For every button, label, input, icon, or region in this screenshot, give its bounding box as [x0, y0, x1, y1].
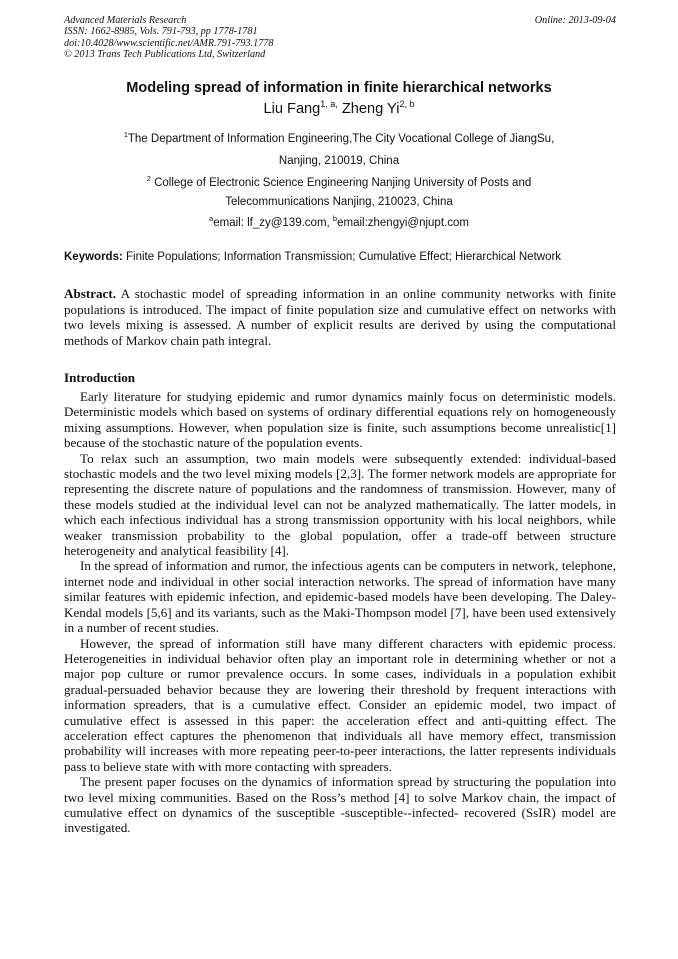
email-superscript: b	[332, 214, 338, 223]
affiliation-superscript: 2	[146, 174, 151, 183]
affiliation-superscript: 1	[123, 130, 128, 139]
affiliation-2-line-1	[0, 174, 678, 189]
journal-header	[64, 15, 616, 60]
keywords-label: Keywords:	[64, 251, 123, 263]
section-heading: Introduction	[64, 370, 136, 385]
author-name: Liu Fang	[263, 101, 321, 117]
author-name: Zheng Yi	[337, 101, 400, 117]
journal-name: Advanced Materials Research	[64, 15, 187, 26]
keywords-text: Finite Populations; Information Transmission; Cumulative Effect; Hierarchical Network	[122, 251, 562, 263]
affiliation-text: The Department of Information Engineering,The City Vocational College of JiangSu,	[127, 133, 555, 145]
journal-doi: doi:10.4028/www.scientific.net/AMR.791-793.1778	[64, 37, 274, 49]
paragraph: To relax such an assumption, two main models were subsequently extended: individual-based stochastic models and the two level mixing models [2,3]. The former network models are appropriate for representing the discrete nature of populations and the randomness of transmission. However, many of these models studied at the individual level can not be analyzed mathematically. The latter models, in which each infectious individual has a strong transmission opportunity with his local neighbors, while weaker transmission probability to the global population, offer a trade-off between structure heterogeneity and analytical feasibility [4].	[64, 450, 616, 559]
affiliation-2-line-2: Telecommunications Nanjing, 210023, China	[225, 196, 453, 208]
author-line	[0, 101, 678, 117]
affiliation-1-line-1	[0, 130, 678, 145]
email-line	[0, 214, 678, 229]
email-superscript: a	[209, 214, 214, 223]
abstract-label: Abstract.	[64, 286, 116, 301]
abstract-text: A stochastic model of spreading information in an online community networks with finite populations is introduced. The impact of finite population size and cumulative effect on networks with two levels mixing is assessed. A number of explicit results are derived by using the computational methods of Markov chain path integral.	[64, 286, 616, 348]
paragraph: However, the spread of information still have many different characters with epidemic process. Heterogeneities in individual behavior often play an important role in determining whether or not a major pop culture or rumor prevalence occurs. In some cases, individuals in a population exhibit gradual-persuaded behavior because they are lowering their threshold by frequent interactions with information spreaders, that is a cumulative effect. Consider an epidemic model, two impact of cumulative effect is assessed in this paper: the acceleration effect and anti-quitting effect. The acceleration effect captures the phenomenon that individuals all have memory effect, transmission probability will increases with more repeating peer-to-peer interactions, the latter represents individuals pass to believe state with with more contacting with spreaders.	[64, 635, 616, 774]
introduction-body	[64, 389, 616, 836]
affiliation-text: College of Electronic Science Engineering Nanjing University of Posts and	[150, 177, 532, 189]
author-superscript: 2, b	[399, 99, 415, 109]
author-superscript: 1, a,	[320, 99, 338, 109]
online-date: Online: 2013-09-04	[534, 15, 616, 26]
journal-copyright: © 2013 Trans Tech Publications Ltd, Switzerland	[64, 48, 266, 60]
keywords	[64, 251, 616, 263]
paragraph: The present paper focuses on the dynamics of information spread by structuring the population into two level mixing communities. Based on the Ross’s method [4] to solve Markov chain, the impact of cumulative effect on dynamics of the susceptible -susceptible--infected- recovered (SsIR) model are investigated.	[64, 774, 616, 836]
email-address: email:zhengyi@njupt.com	[337, 217, 469, 229]
journal-issn: ISSN: 1662-8985, Vols. 791-793, pp 1778-1781	[64, 26, 258, 38]
paper-title: Modeling spread of information in finite hierarchical networks	[126, 80, 552, 96]
paragraph: Early literature for studying epidemic and rumor dynamics mainly focus on deterministic models. Deterministic models which based on systems of ordinary differential equations rely on homogeneously mixing assumptions. However, when population size is finite, such assumptions become unrealistic[1] because of the stochastic nature of the population events.	[64, 389, 616, 451]
affiliation-1-line-2: Nanjing, 210019, China	[278, 155, 400, 167]
email-address: email: lf_zy@139.com,	[213, 217, 333, 229]
paragraph: In the spread of information and rumor, the infectious agents can be computers in network, telephone, internet node and individual in other social interaction networks. The spread of information have many similar features with epidemic infection, and epidemic-based models have been developing. The Daley-Kendal models [5,6] and its variants, such as the Maki-Thompson model [7], have been used extensively in a number of recent studies.	[64, 558, 616, 636]
abstract	[64, 286, 616, 348]
